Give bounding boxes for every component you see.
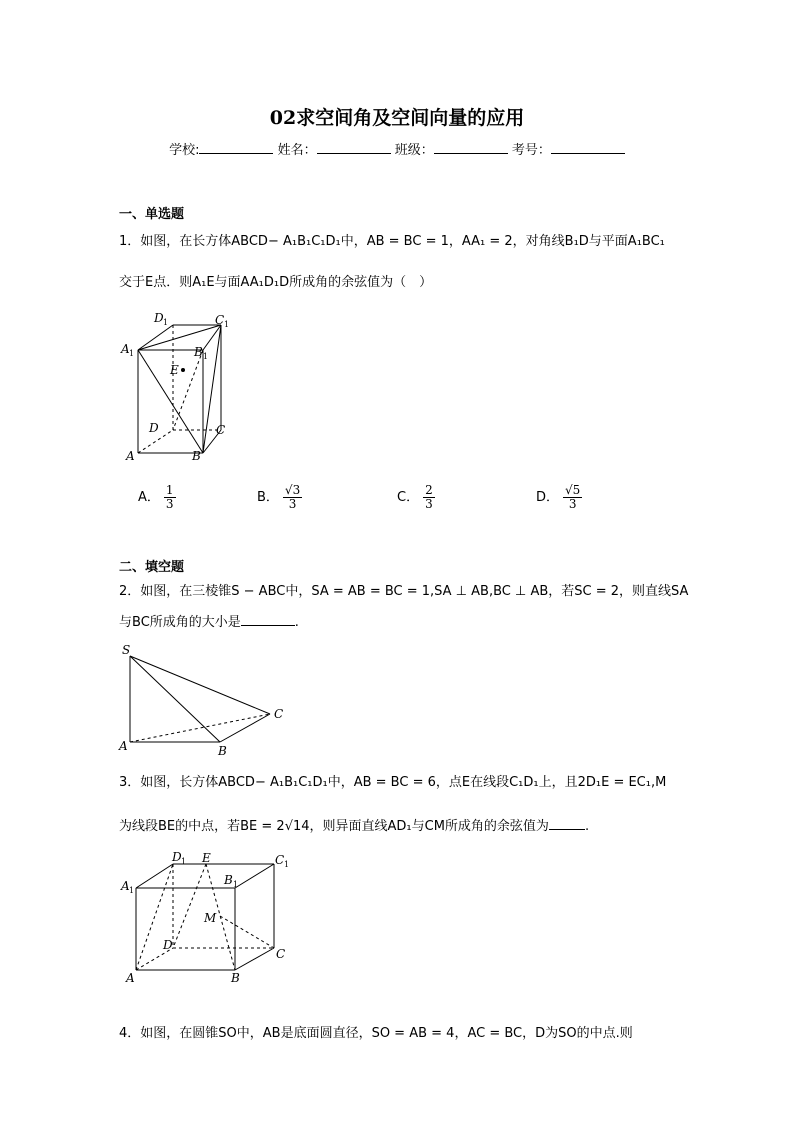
name-blank[interactable]	[317, 141, 391, 154]
question-4-line-1: 4．如图，在圆锥SO中，AB是底面圆直径，SO = AB = 4，AC = BC，D为SO的中点.则	[119, 1026, 633, 1041]
choice-b-den: 3	[288, 497, 297, 511]
label-d1-sub: 1	[181, 857, 187, 866]
label-c1-sub: 1	[284, 860, 290, 869]
class-label: 班级：	[394, 143, 434, 158]
choice-b[interactable]	[257, 484, 302, 511]
choice-c-den: 3	[425, 497, 433, 511]
figure-1-cuboid	[118, 308, 248, 468]
label-c1-sub: 1	[224, 320, 230, 329]
label-d: D	[163, 938, 173, 952]
page-title: 02求空间角及空间向量的应用	[269, 107, 525, 129]
label-d: D	[149, 421, 159, 435]
exam-no-label: 考号：	[511, 143, 551, 158]
label-a1: A	[121, 879, 130, 893]
label-b: B	[218, 744, 227, 758]
label-b1-sub: 1	[233, 880, 239, 889]
section-heading-single-choice: 一、单选题	[119, 207, 185, 222]
label-b1: B	[194, 345, 203, 359]
choice-c-num: 2	[425, 483, 433, 497]
exam-no-blank[interactable]	[551, 141, 625, 154]
choice-c[interactable]	[397, 484, 435, 511]
choice-d-num: √5	[565, 483, 581, 497]
label-s: S	[122, 643, 131, 657]
school-label: 学校:	[169, 143, 200, 158]
label-c: C	[216, 423, 226, 437]
choice-d-den: 3	[568, 497, 577, 511]
choice-a[interactable]	[138, 484, 176, 511]
choice-b-letter: B．	[257, 490, 279, 505]
question-2-answer-blank[interactable]	[241, 613, 295, 626]
label-a: A	[119, 739, 128, 753]
label-d1-sub: 1	[163, 318, 169, 327]
choice-c-letter: C．	[397, 490, 420, 505]
class-blank[interactable]	[434, 141, 508, 154]
choice-a-letter: A．	[138, 490, 160, 505]
question-2-text: 与BC所成角的大小是	[119, 615, 241, 630]
choice-d-letter: D．	[536, 490, 560, 505]
label-c: C	[274, 707, 284, 721]
figure-2-pyramid	[118, 642, 298, 760]
figure-3-cuboid	[118, 848, 298, 990]
choice-a-den: 3	[165, 497, 174, 511]
label-b1: B	[224, 873, 233, 887]
question-2-line-2: 与BC所成角的大小是 .	[119, 615, 299, 630]
student-info-line	[0, 139, 794, 158]
choice-d-fraction	[563, 484, 582, 511]
label-a: A	[126, 449, 135, 463]
label-e: E	[202, 851, 211, 865]
choice-b-fraction	[283, 484, 302, 511]
choice-a-fraction	[164, 484, 176, 511]
question-3-text: 为线段BE的中点，若BE = 2√14，则异面直线AD₁与CM所成角的余弦值为	[119, 819, 549, 834]
label-a1-sub: 1	[129, 349, 135, 358]
label-d1: D	[172, 850, 182, 864]
label-c: C	[276, 947, 286, 961]
question-3-line-1: 3．如图，长方体ABCD− A₁B₁C₁D₁中，AB = BC = 6，点E在线段C₁D₁上，且2D₁E = EC₁,M	[119, 775, 667, 790]
section-heading-fill-blank: 二、填空题	[119, 560, 185, 575]
question-1-line-2: 交于E点．则A₁E与面AA₁D₁D所成角的余弦值为（ ）	[119, 275, 433, 290]
question-2-line-1: 2．如图，在三棱锥S − ABC中，SA = AB = BC = 1,SA ⊥ AB,BC ⊥ AB，若SC = 2，则直线SA	[119, 584, 689, 599]
label-a1: A	[121, 342, 130, 356]
question-3-line-2: 为线段BE的中点，若BE = 2√14，则异面直线AD₁与CM所成角的余弦值为 .	[119, 819, 590, 834]
label-a: A	[126, 971, 135, 985]
choice-a-num: 1	[165, 483, 174, 497]
label-a1-sub: 1	[129, 886, 135, 895]
choice-d[interactable]	[536, 484, 582, 511]
school-blank[interactable]	[199, 141, 273, 154]
name-label: 姓名：	[277, 143, 317, 158]
point-e-dot	[181, 368, 185, 372]
label-m: M	[204, 911, 217, 925]
question-3-answer-blank[interactable]	[549, 817, 585, 830]
question-1-line-1: 1．如图，在长方体ABCD− A₁B₁C₁D₁中，AB = BC = 1，AA₁ = 2，对角线B₁D与平面A₁BC₁	[119, 234, 665, 249]
choice-c-fraction	[423, 484, 435, 511]
label-c1: C	[275, 853, 285, 867]
label-b: B	[192, 449, 201, 463]
label-b1-sub: 1	[203, 352, 209, 361]
label-c1: C	[215, 313, 225, 327]
label-d1: D	[154, 311, 164, 325]
choice-b-num: √3	[284, 483, 301, 497]
label-b: B	[231, 971, 240, 985]
label-e: E	[170, 363, 179, 377]
